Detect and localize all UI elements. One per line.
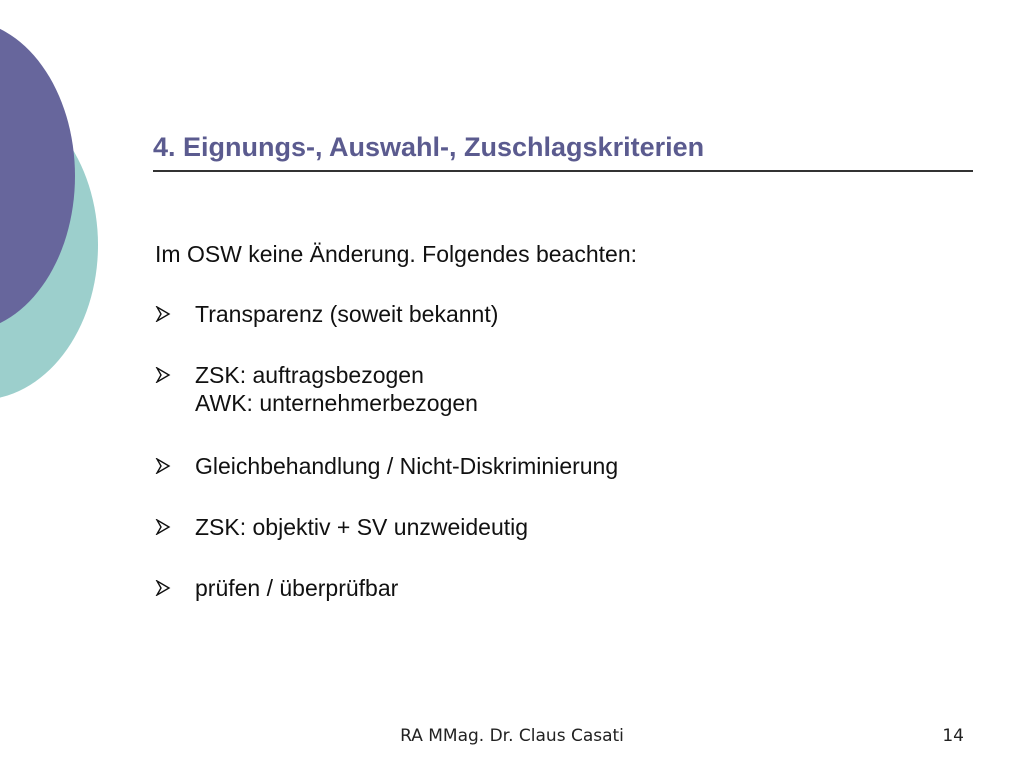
bullet-text: ZSK: auftragsbezogen: [195, 362, 424, 388]
bullet-item: [155, 513, 618, 541]
title-underline: [153, 170, 973, 172]
arrowhead-bullet-icon: [155, 367, 171, 383]
footer-author: RA MMag. Dr. Claus Casati: [400, 726, 624, 746]
bullet-spacer: [155, 541, 618, 574]
intro-text: Im OSW keine Änderung. Folgendes beachten:: [155, 241, 638, 267]
bullet-item: [155, 300, 618, 328]
bullet-item: [155, 452, 618, 480]
bullet-item: [155, 574, 618, 602]
bullet-text: ZSK: objektiv + SV unzweideutig: [195, 514, 529, 540]
bullet-text: Transparenz (soweit bekannt): [195, 301, 499, 327]
bullet-text: prüfen / überprüfbar: [195, 575, 399, 601]
page-number: 14: [942, 726, 964, 746]
bullet-list: [155, 300, 618, 602]
bullet-spacer: [155, 419, 618, 452]
arrowhead-bullet-icon: [155, 306, 171, 322]
slide-title: 4. Eignungs-, Auswahl-, Zuschlagskriterien: [153, 132, 705, 162]
arrowhead-bullet-icon: [155, 458, 171, 474]
bullet-text: AWK: unternehmerbezogen: [195, 390, 478, 416]
arrowhead-bullet-icon: [155, 580, 171, 596]
bullet-spacer: [155, 328, 618, 361]
arrowhead-bullet-icon: [155, 519, 171, 535]
bullet-text: Gleichbehandlung / Nicht-Diskriminierung: [195, 453, 619, 479]
bullet-item: [155, 361, 618, 419]
bullet-spacer: [155, 480, 618, 513]
